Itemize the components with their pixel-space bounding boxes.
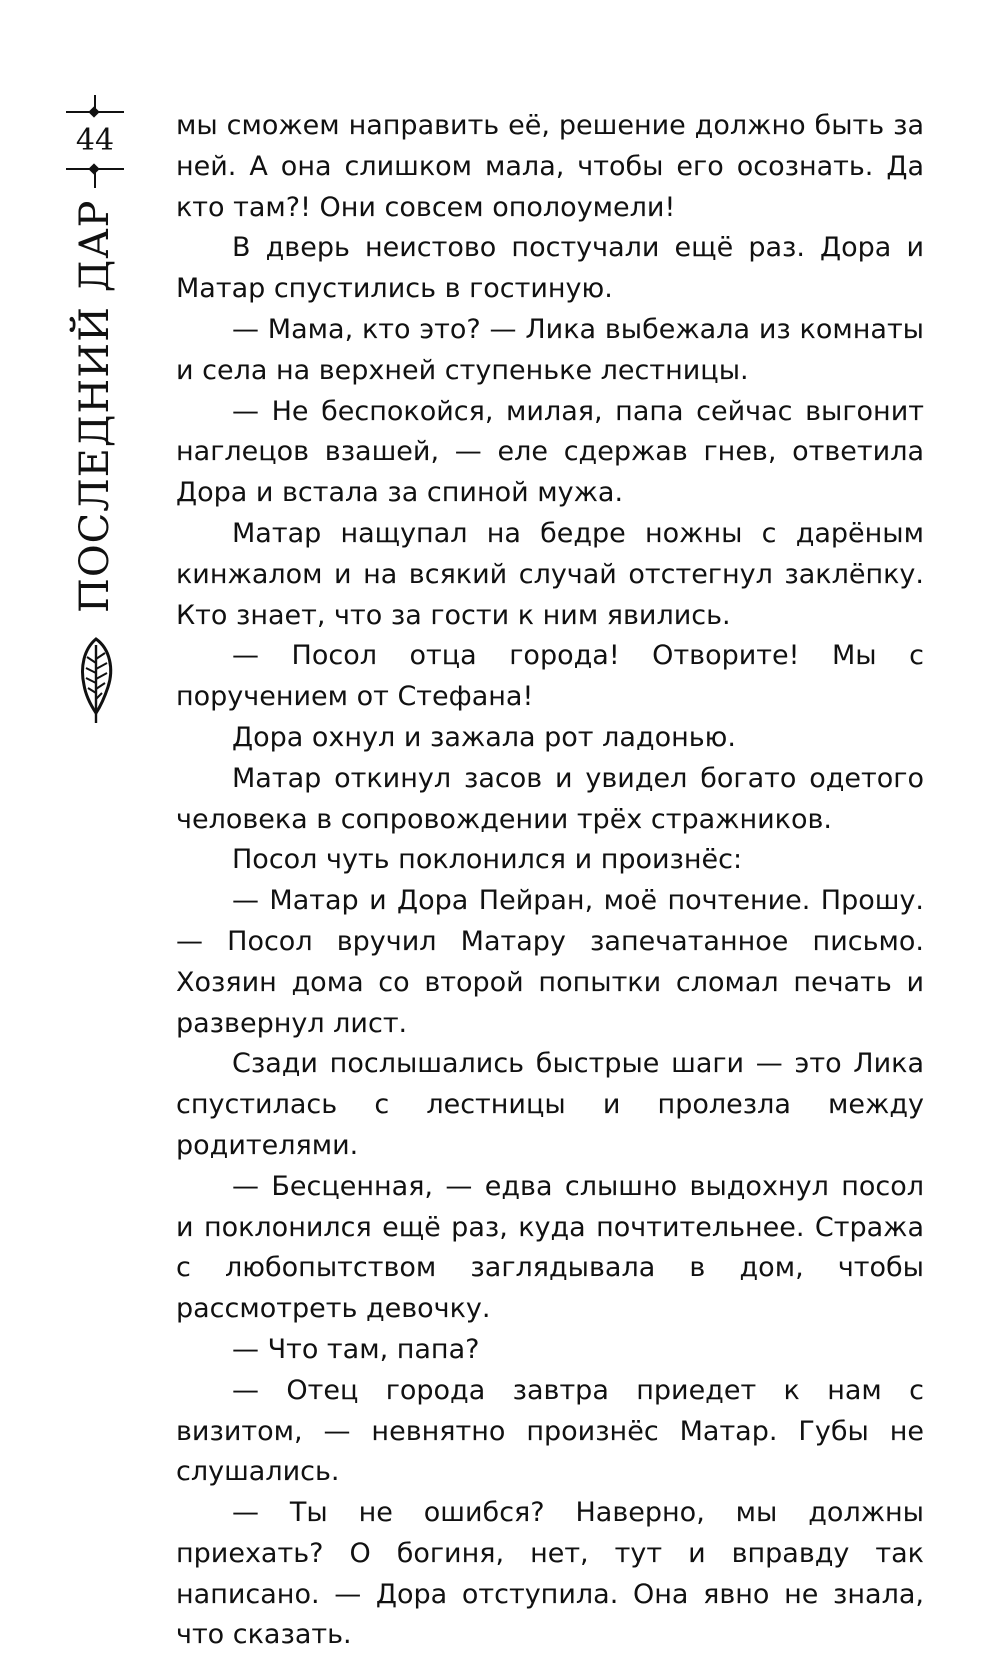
paragraph: Матар откинул засов и увидел богато одетого человека в сопровождении трёх стражников. [176, 762, 924, 835]
paragraph: Матар нащупал на бедре ножны с дарёным кинжалом и на всякий случай отстегнул заклёпку. Кто знает, что за гости к ним явились. [176, 517, 924, 631]
paragraph: — Отец города завтра приедет к нам с визитом, — невнятно произнёс Матар. Губы не слушались. [176, 1374, 924, 1488]
paragraph: Дора охнул и зажала рот ладонью. [232, 721, 736, 753]
body-text [176, 106, 924, 1656]
folio-rule-top [66, 111, 124, 113]
running-header [54, 95, 134, 655]
feather-icon [72, 635, 120, 725]
paragraph: — Что там, папа? [232, 1333, 480, 1365]
paragraph: мы сможем направить её, решение должно быть за ней. А она слишком мала, чтобы его осознать. Да кто там?! Они совсем ополоумели! [176, 110, 924, 223]
paragraph: — Бесценная, — едва слышно выдохнул посол и поклонился ещё раз, куда почтительнее. Стража с любопытством заглядывала в дом, чтобы рассмотреть девочку. [176, 1170, 924, 1325]
paragraph: В дверь неистово постучали ещё раз. Дора и Матар спустились в гостиную. [176, 232, 924, 305]
paragraph: Сзади послышались быстрые шаги — это Лика спустилась с лестницы и пролезла между родителями. [176, 1048, 924, 1161]
paragraph: — Не беспокойся, милая, папа сейчас выгонит наглецов взашей, — еле сдержав гнев, ответила Дора и встала за спиной мужа. [176, 395, 924, 509]
paragraph: Посол чуть поклонился и произнёс: [232, 844, 743, 876]
paragraph: — Мама, кто это? — Лика выбежала из комнаты и села на верхней ступеньке лестницы. [176, 313, 924, 386]
page-number: 44 [75, 123, 115, 158]
paragraph: — Ты не ошибся? Наверно, мы должны приехать? О богиня, нет, тут и вправду так написано. — Дора отступила. Она явно не знала, что сказать. [176, 1497, 924, 1651]
header-rule-vertical-bottom [94, 170, 96, 188]
paragraph: — Матар и Дора Пейран, моё почтение. Прошу. — Посол вручил Матару запечатанное письмо. Хозяин дома со второй попытки сломал печать и развернул лист. [176, 885, 924, 1039]
paragraph: — Посол отца города! Отворите! Мы с поручением от Стефана! [176, 640, 924, 713]
book-title: ПОСЛЕДНИЙ ДАР [72, 199, 118, 613]
